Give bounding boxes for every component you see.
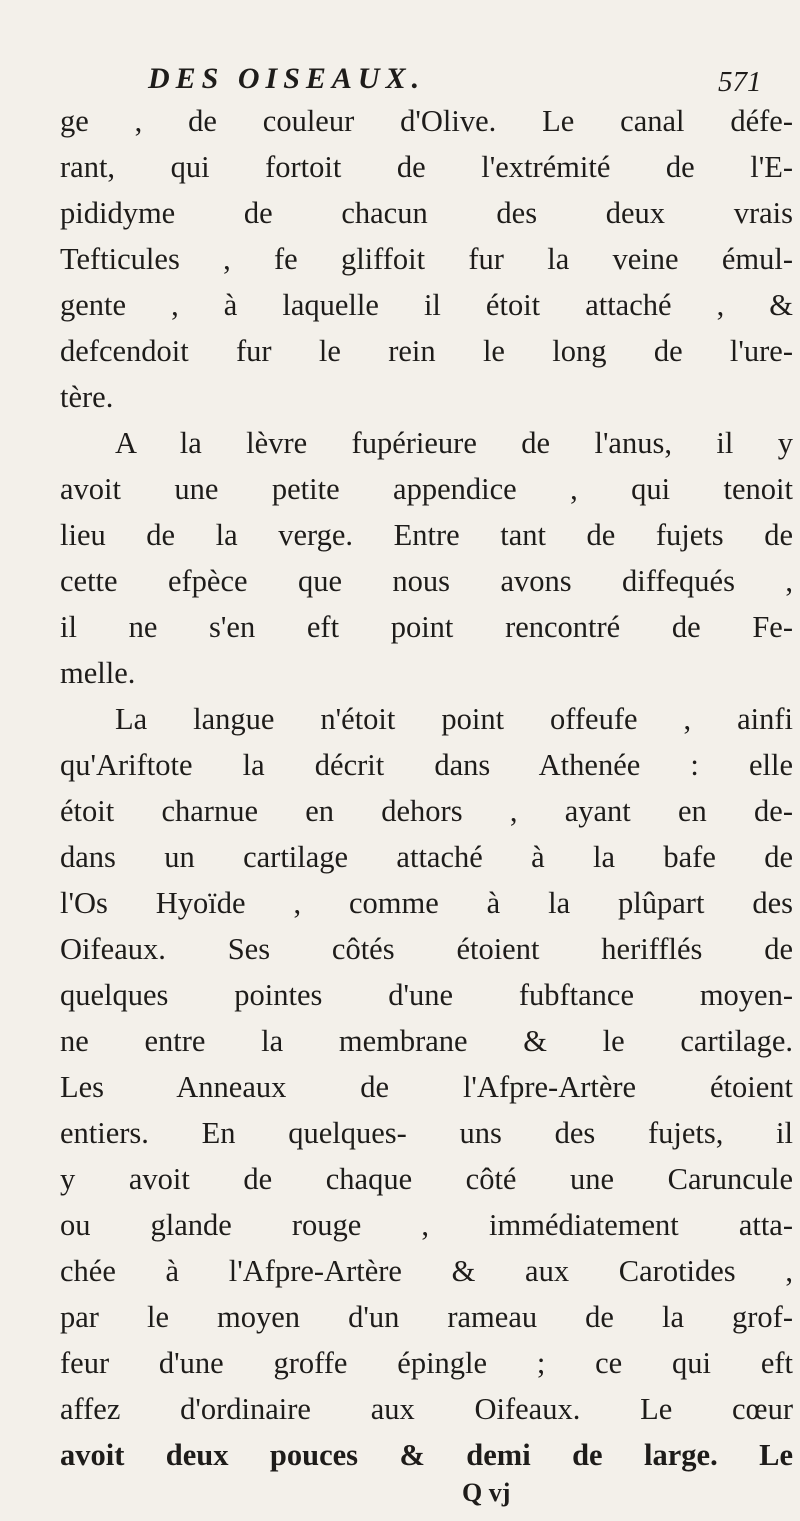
text-line: qu'Ariftote la décrit dans Athenée : elle — [60, 748, 793, 782]
text-line: y avoit de chaque côté une Caruncule — [60, 1162, 793, 1196]
text-line: pididyme de chacun des deux vrais — [60, 196, 793, 230]
text-line: lieu de la verge. Entre tant de fujets de — [60, 518, 793, 552]
text-line: gente , à laquelle il étoit attaché , & — [60, 288, 793, 322]
text-line: Oifeaux. Ses côtés étoient herifflés de — [60, 932, 793, 966]
text-line: rant, qui fortoit de l'extrémité de l'E- — [60, 150, 793, 184]
text-line: tère. — [60, 380, 114, 414]
text-line: Tefticules , fe gliffoit fur la veine émul- — [60, 242, 793, 276]
running-head: DES OISEAUX. — [148, 62, 426, 95]
text-line: melle. — [60, 656, 136, 690]
text-line: par le moyen d'un rameau de la grof- — [60, 1300, 793, 1334]
text-line: chée à l'Afpre-Artère & aux Carotides , — [60, 1254, 793, 1288]
text-line: defcendoit fur le rein le long de l'ure- — [60, 334, 793, 368]
text-line: avoit deux pouces & demi de large. Le — [60, 1438, 793, 1472]
text-line: l'Os Hyoïde , comme à la plûpart des — [60, 886, 793, 920]
text-line: entiers. En quelques- uns des fujets, il — [60, 1116, 793, 1150]
text-line: cette efpèce que nous avons diffequés , — [60, 564, 793, 598]
page-number: 571 — [718, 66, 762, 98]
text-line: ne entre la membrane & le cartilage. — [60, 1024, 793, 1058]
text-line: La langue n'étoit point offeufe , ainfi — [115, 702, 793, 736]
text-line: A la lèvre fupérieure de l'anus, il y — [115, 426, 793, 460]
text-line: dans un cartilage attaché à la bafe de — [60, 840, 793, 874]
text-line: ge , de couleur d'Olive. Le canal défe- — [60, 104, 793, 138]
text-line: feur d'une groffe épingle ; ce qui eft — [60, 1346, 793, 1380]
text-line: étoit charnue en dehors , ayant en de- — [60, 794, 793, 828]
signature-mark: Q vj — [462, 1478, 511, 1507]
text-line: il ne s'en eft point rencontré de Fe- — [60, 610, 793, 644]
text-line: ou glande rouge , immédiatement atta- — [60, 1208, 793, 1242]
text-line: Les Anneaux de l'Afpre-Artère étoient — [60, 1070, 793, 1104]
text-line: avoit une petite appendice , qui tenoit — [60, 472, 793, 506]
text-line: affez d'ordinaire aux Oifeaux. Le cœur — [60, 1392, 793, 1426]
text-line: quelques pointes d'une fubftance moyen- — [60, 978, 793, 1012]
